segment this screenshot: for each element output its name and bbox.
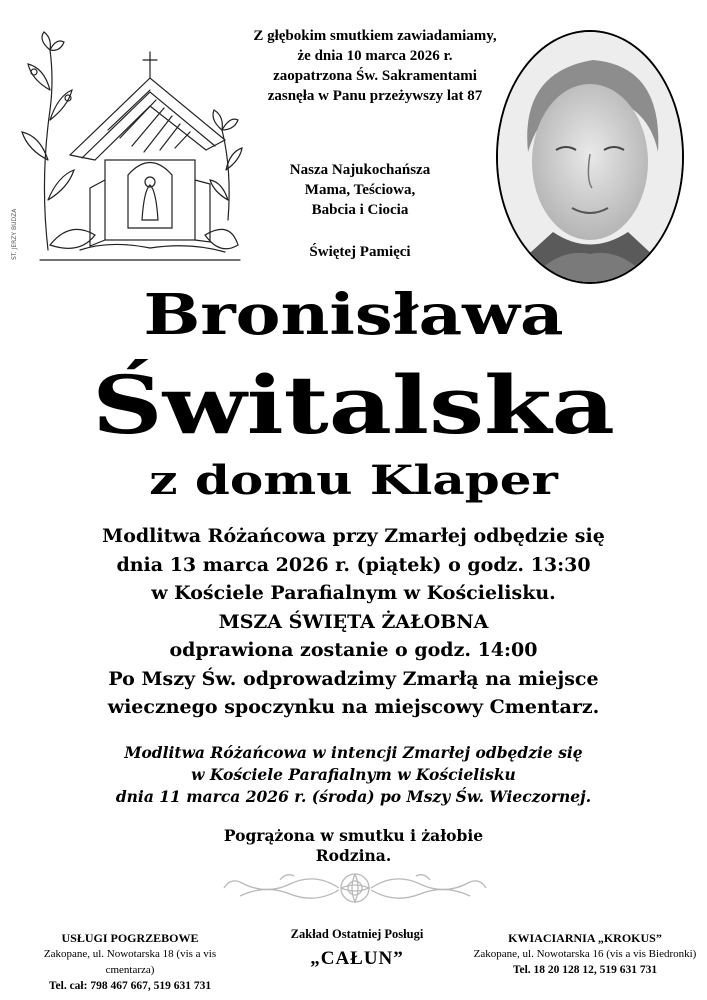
footer-right-title: KWIACIARNIA „KROKUS” <box>508 931 662 945</box>
svg-text:ST. JERZY BUDZA: ST. JERZY BUDZA <box>11 208 18 260</box>
announcement-line: zasnęła w Panu przeżywszy lat 87 <box>267 88 483 104</box>
footer-left-phone: Tel. cał: 798 467 667, 519 631 731 <box>48 980 212 992</box>
rosary-notice <box>0 742 707 808</box>
rosary-line: Modlitwa Różańcowa w intencji Zmarłej odbędzie się <box>124 743 583 762</box>
announcement-block <box>225 26 525 106</box>
ceremony-line: Modlitwa Różańcowa przy Zmarłej odbędzie się <box>102 525 605 547</box>
footer-left-title: USŁUGI POGRZEBOWE <box>61 931 199 945</box>
announcement-line: że dnia 10 marca 2026 r. <box>297 48 453 64</box>
ceremony-line: MSZA ŚWIĘTA ŻAŁOBNA <box>218 610 489 633</box>
relations-line: Mama, Teściowa, <box>304 182 416 198</box>
rosary-line: w Kościele Parafialnym w Kościelisku <box>191 765 516 784</box>
deceased-last-name: Świtalska <box>92 358 615 452</box>
portrait-illustration <box>498 32 682 282</box>
rosary-line: dnia 11 marca 2026 r. (środa) po Mszy Św. Wieczornej. <box>115 787 592 806</box>
footer-funeral-services <box>30 930 230 994</box>
footer-right-address: Zakopane, ul. Nowotarska 16 (vis a vis Biedronki) <box>473 948 697 960</box>
deceased-maiden-name: z domu Klaper <box>149 457 558 504</box>
announcement-line: zaopatrzona Św. Sakramentami <box>273 68 477 84</box>
signoff-line: Pogrążona w smutku i żałobie <box>223 826 484 845</box>
wayside-shrine-illustration <box>10 20 245 270</box>
footer-left-address: Zakopane, ul. Nowotarska 18 (vis a vis cmentarza) <box>43 948 217 976</box>
ceremony-details <box>0 522 707 722</box>
relations-line: Nasza Najukochańsza <box>289 162 431 178</box>
footer-mid-title: Zakład Ostatniej Posługi <box>290 927 424 941</box>
announcement-line: Z głębokim smutkiem zawiadamiamy, <box>253 28 497 44</box>
footer-funeral-home <box>262 926 452 972</box>
portrait-photo <box>496 30 684 284</box>
footer-mid-name: „CAŁUN” <box>310 948 404 969</box>
relations-block <box>245 160 475 220</box>
ceremony-line: w Kościele Parafialnym w Kościelisku. <box>151 582 556 604</box>
footer-right-phone: Tel. 18 20 128 12, 519 631 731 <box>512 964 658 976</box>
footer-florist <box>470 930 700 978</box>
relations-line: Babcia i Ciocia <box>311 202 409 218</box>
ornament-divider <box>220 866 490 910</box>
signoff-line: Rodzina. <box>315 846 392 865</box>
ceremony-line: wiecznego spoczynku na miejscowy Cmentarz. <box>107 696 600 718</box>
deceased-first-name: Bronisława <box>143 282 564 348</box>
memory-label: Świętej Pamięci <box>309 244 411 260</box>
family-signoff <box>0 826 707 866</box>
ceremony-line: dnia 13 marca 2026 r. (piątek) o godz. 13:30 <box>116 553 591 576</box>
ceremony-line: Po Mszy Św. odprowadzimy Zmarłą na miejsce <box>108 667 599 690</box>
ceremony-line: odprawiona zostanie o godz. 14:00 <box>169 639 538 661</box>
